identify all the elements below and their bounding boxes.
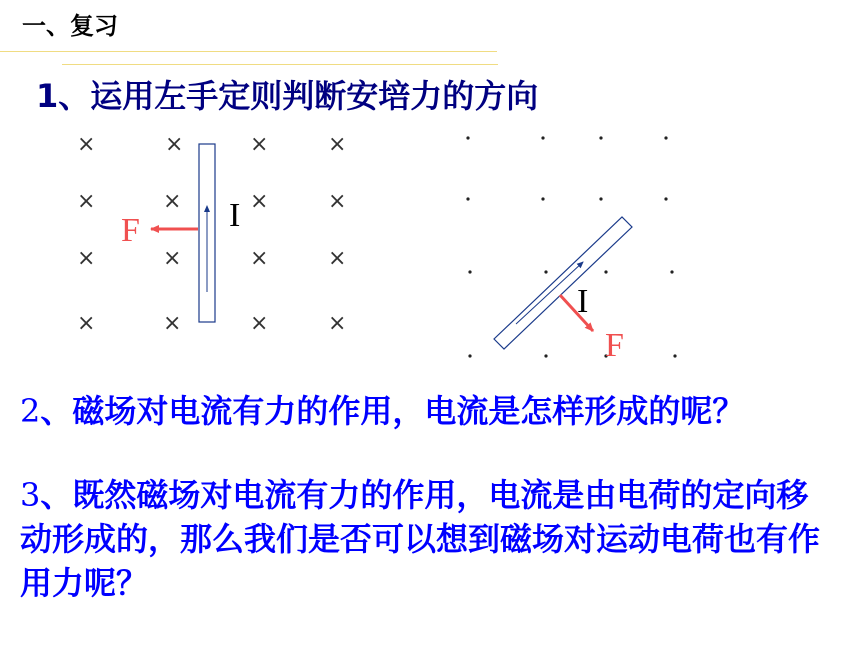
field-dot-symbol xyxy=(544,270,547,273)
question-3-number: 3 xyxy=(20,476,41,514)
field-dot-symbol xyxy=(599,136,602,139)
section-heading: 一、复习 xyxy=(22,12,118,40)
field-cross-symbol: × xyxy=(250,311,269,336)
field-cross-symbol: × xyxy=(250,189,269,214)
field-cross-symbol: × xyxy=(163,311,182,336)
field-dot-symbol xyxy=(664,197,667,200)
current-direction-arrow-diagonal xyxy=(516,262,583,324)
field-dot-symbol xyxy=(664,136,667,139)
field-out-of-page xyxy=(466,136,676,357)
field-dot-symbol xyxy=(604,270,607,273)
field-cross-symbol: × xyxy=(250,132,269,157)
force-label: F xyxy=(121,212,140,249)
field-dot-symbol xyxy=(468,354,471,357)
field-cross-symbol: × xyxy=(328,246,347,271)
question-3 xyxy=(20,473,840,605)
field-cross-symbol: × xyxy=(163,246,182,271)
question-2-number: 2 xyxy=(20,392,41,430)
field-dot-symbol xyxy=(673,354,676,357)
field-cross-symbol: × xyxy=(328,311,347,336)
field-cross-symbol: × xyxy=(163,189,182,214)
force-label-diagonal: F xyxy=(605,327,624,364)
field-dot-symbol xyxy=(466,197,469,200)
current-label: I xyxy=(229,197,241,234)
current-label-diagonal: I xyxy=(577,283,589,320)
field-cross-symbol: × xyxy=(77,246,96,271)
field-cross-symbol: × xyxy=(77,311,96,336)
field-cross-symbol: × xyxy=(165,132,184,157)
field-cross-symbol: × xyxy=(77,189,96,214)
field-cross-symbol: × xyxy=(250,246,269,271)
question-3-text: 、既然磁场对电流有力的作用，电流是由电荷的定向移动形成的，那么我们是否可以想到磁场对运动电荷也有作用力呢？ xyxy=(20,476,821,602)
field-cross-symbol: × xyxy=(77,132,96,157)
field-cross-symbol: × xyxy=(328,189,347,214)
field-dot-symbol xyxy=(599,197,602,200)
field-dot-symbol xyxy=(541,136,544,139)
field-dot-symbol xyxy=(466,136,469,139)
field-dot-symbol xyxy=(670,270,673,273)
question-1: 1、运用左手定则判断安培力的方向 xyxy=(36,77,539,115)
question-2 xyxy=(20,389,840,433)
field-cross-symbol: × xyxy=(328,132,347,157)
field-dot-symbol xyxy=(541,197,544,200)
field-dot-symbol xyxy=(544,354,547,357)
field-dot-symbol xyxy=(468,270,471,273)
question-2-text: 、磁场对电流有力的作用，电流是怎样形成的呢？ xyxy=(40,392,745,430)
